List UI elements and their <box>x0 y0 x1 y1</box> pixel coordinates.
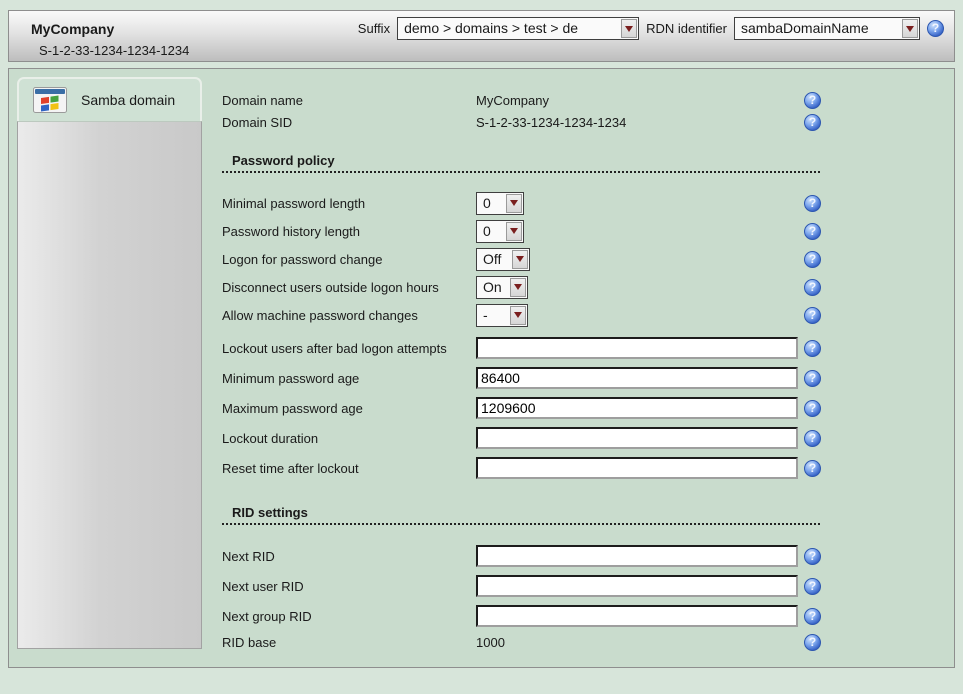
help-icon[interactable]: ? <box>804 114 821 131</box>
logon-for-password-change-label: Logon for password change <box>222 251 383 267</box>
password-history-length-label: Password history length <box>222 223 361 239</box>
help-icon[interactable]: ? <box>804 340 821 357</box>
maximum-password-age-label: Maximum password age <box>222 400 363 416</box>
help-icon[interactable]: ? <box>804 307 821 324</box>
lockout-duration-row <box>222 423 821 453</box>
suffix-select[interactable] <box>397 17 639 40</box>
minimal-password-length-row <box>222 189 821 217</box>
help-icon[interactable]: ? <box>804 370 821 387</box>
rdn-identifier-label: RDN identifier <box>646 21 727 36</box>
rid-base-value: 1000 <box>476 634 505 650</box>
next-user-rid-row <box>222 571 821 601</box>
rdn-identifier-select-arrow-button[interactable] <box>902 19 918 38</box>
help-icon[interactable]: ? <box>804 460 821 477</box>
select-arrow-button[interactable] <box>506 222 522 241</box>
disconnect-users-select-value: On <box>483 278 502 295</box>
reset-time-after-lockout-input[interactable] <box>476 457 798 479</box>
minimum-password-age-label: Minimum password age <box>222 370 360 386</box>
rdn-identifier-select[interactable] <box>734 17 920 40</box>
rid-base-label: RID base <box>222 634 277 650</box>
lockout-duration-label: Lockout duration <box>222 430 319 446</box>
chevron-down-icon <box>906 26 914 32</box>
domain-name-value: MyCompany <box>476 92 549 108</box>
help-icon[interactable]: ? <box>804 92 821 109</box>
password-history-length-row <box>222 217 821 245</box>
help-icon[interactable]: ? <box>804 578 821 595</box>
maximum-password-age-row <box>222 393 821 423</box>
domain-sid-label: Domain SID <box>222 114 293 130</box>
lockout-bad-logon-row <box>222 333 821 363</box>
help-icon[interactable]: ? <box>804 430 821 447</box>
minimum-password-age-row <box>222 363 821 393</box>
sidebar <box>17 77 202 649</box>
allow-machine-password-changes-label: Allow machine password changes <box>222 307 418 323</box>
chevron-down-icon <box>510 228 518 234</box>
chevron-down-icon <box>625 26 633 32</box>
lockout-duration-input[interactable] <box>476 427 798 449</box>
chevron-down-icon <box>510 200 518 206</box>
help-icon[interactable]: ? <box>804 608 821 625</box>
suffix-select-value: demo > domains > test > de <box>404 20 579 36</box>
minimal-password-length-select-value: 0 <box>483 194 491 211</box>
disconnect-users-row <box>222 273 821 301</box>
content-area <box>222 69 821 653</box>
suffix-select-arrow-button[interactable] <box>621 19 637 38</box>
logon-for-password-change-select-value: Off <box>483 250 502 267</box>
minimal-password-length-select[interactable] <box>476 192 524 215</box>
chevron-down-icon <box>514 312 522 318</box>
page-title: MyCompany <box>31 20 115 37</box>
domain-name-label: Domain name <box>222 92 303 108</box>
disconnect-users-label: Disconnect users outside logon hours <box>222 279 439 295</box>
reset-time-after-lockout-row <box>222 453 821 483</box>
suffix-label: Suffix <box>357 21 391 36</box>
domain-name-row <box>222 89 821 111</box>
tab-samba-domain-label: Samba domain <box>81 92 176 108</box>
next-group-rid-input[interactable] <box>476 605 798 627</box>
next-rid-row <box>222 541 821 571</box>
help-icon[interactable]: ? <box>804 195 821 212</box>
next-user-rid-input[interactable] <box>476 575 798 597</box>
sidebar-panel <box>17 121 202 649</box>
rdn-identifier-select-value: sambaDomainName <box>741 20 869 36</box>
minimal-password-length-label: Minimal password length <box>222 195 366 211</box>
select-arrow-button[interactable] <box>506 194 522 213</box>
chevron-down-icon <box>516 256 524 262</box>
next-user-rid-label: Next user RID <box>222 578 304 594</box>
next-group-rid-row <box>222 601 821 631</box>
lockout-bad-logon-label: Lockout users after bad logon attempts <box>222 340 447 356</box>
help-icon[interactable]: ? <box>804 223 821 240</box>
help-icon[interactable]: ? <box>804 548 821 565</box>
logon-for-password-change-select[interactable] <box>476 248 530 271</box>
tab-samba-domain[interactable] <box>17 77 202 121</box>
allow-machine-password-changes-select-value: - <box>483 306 488 323</box>
maximum-password-age-input[interactable] <box>476 397 798 419</box>
domain-sid-row <box>222 111 821 133</box>
password-history-length-select-value: 0 <box>483 222 491 239</box>
chevron-down-icon <box>514 284 522 290</box>
domain-sid-subtitle: S-1-2-33-1234-1234-1234 <box>39 43 190 58</box>
main-panel <box>8 68 955 668</box>
reset-time-after-lockout-label: Reset time after lockout <box>222 460 359 476</box>
select-arrow-button[interactable] <box>512 250 528 269</box>
next-group-rid-label: Next group RID <box>222 608 312 624</box>
domain-sid-value: S-1-2-33-1234-1234-1234 <box>476 114 627 130</box>
password-history-length-select[interactable] <box>476 220 524 243</box>
page-header <box>8 10 955 62</box>
help-icon[interactable]: ? <box>927 20 944 37</box>
help-icon[interactable]: ? <box>804 279 821 296</box>
windows-logo-icon <box>33 87 67 113</box>
allow-machine-password-changes-select[interactable] <box>476 304 528 327</box>
rid-settings-section-title: RID settings <box>222 505 820 525</box>
lockout-bad-logon-input[interactable] <box>476 337 798 359</box>
minimum-password-age-input[interactable] <box>476 367 798 389</box>
rid-base-row <box>222 631 821 653</box>
allow-machine-password-changes-row <box>222 301 821 329</box>
help-icon[interactable]: ? <box>804 634 821 651</box>
logon-for-password-change-row <box>222 245 821 273</box>
help-icon[interactable]: ? <box>804 400 821 417</box>
disconnect-users-select[interactable] <box>476 276 528 299</box>
next-rid-label: Next RID <box>222 548 275 564</box>
select-arrow-button[interactable] <box>510 278 526 297</box>
select-arrow-button[interactable] <box>510 306 526 325</box>
next-rid-input[interactable] <box>476 545 798 567</box>
help-icon[interactable]: ? <box>804 251 821 268</box>
password-policy-section-title: Password policy <box>222 153 820 173</box>
